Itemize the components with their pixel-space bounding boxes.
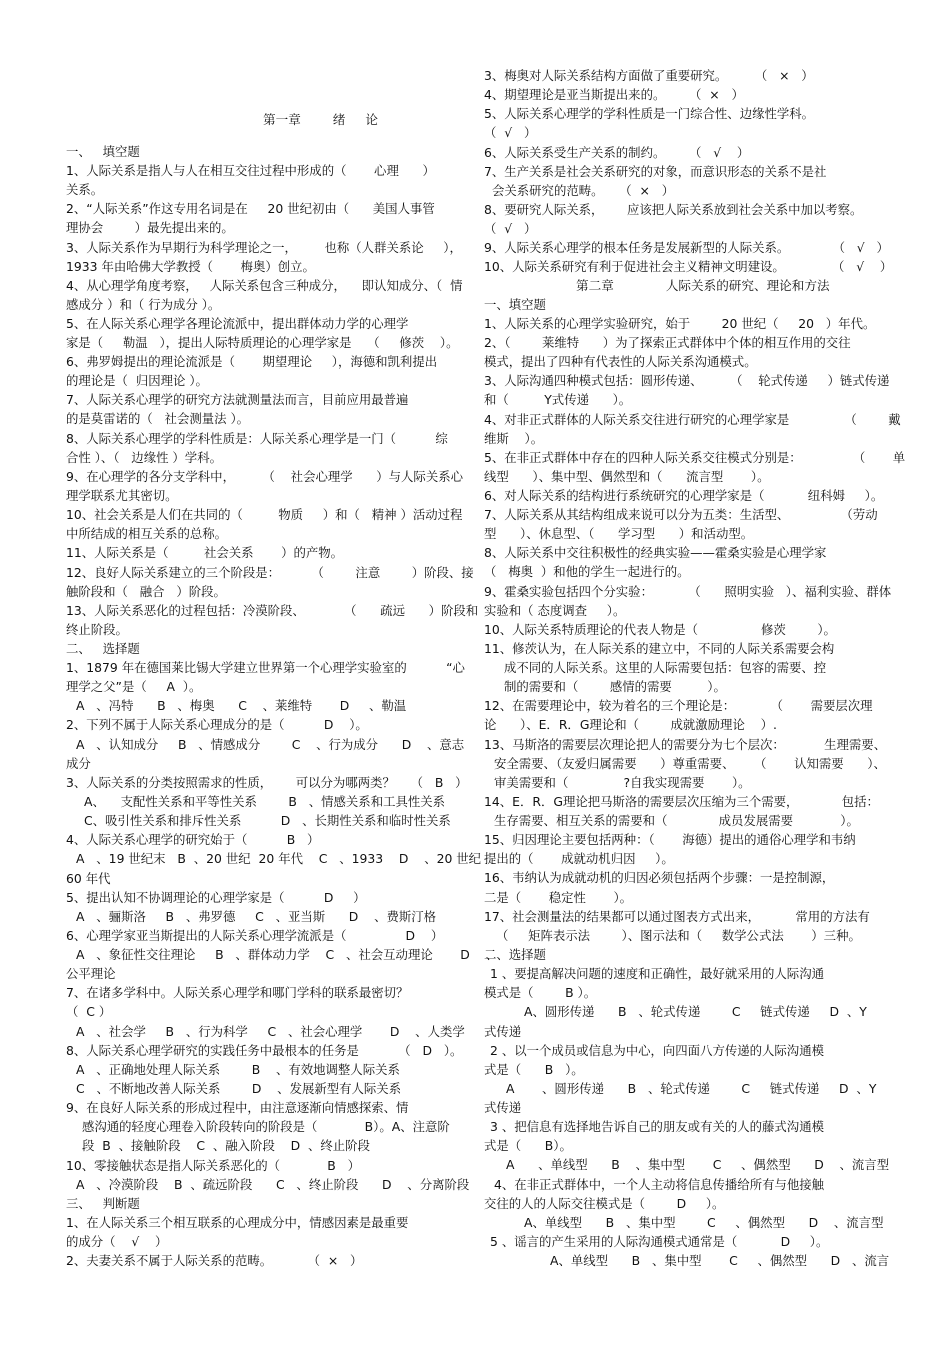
text-line: 实验和（ 态度调查 ）。 (484, 603, 626, 618)
text-line: A 、社会学 B 、行为科学 C 、社会心理学 D 、人类学 (76, 1024, 465, 1039)
text-line: 式是（ B ）。 (484, 1062, 584, 1077)
text-line: 4、在非正式群体中，一个人主动将信息传播给所有与他接触 (494, 1177, 825, 1192)
text-line: 6、心理学家亚当斯提出的人际关系心理学流派是（ D ） (66, 928, 444, 943)
text-line: 模式，提出了四种有代表性的人际关系沟通模式。 (484, 354, 757, 369)
text-line: A 、骊斯洛 B 、弗罗德 C 、亚当斯 D 、费斯汀格 (76, 909, 437, 924)
text-line: A 、圆形传递 B 、轮式传递 C 链式传递 D 、Y (506, 1081, 877, 1096)
text-line: 2、“人际关系”作这专用名词是在 20 世纪初由（ 美国人事管 (66, 201, 435, 216)
text-line: C、吸引性关系和排斥性关系 D 、长期性关系和临时性关系 (84, 813, 451, 828)
text-line: 的成分（ √ ） (66, 1234, 168, 1249)
text-line: 1、人际关系是指人与人在相互交往过程中形成的（ 心理 ） (66, 163, 435, 178)
text-line: 14、E．R．G理论把马斯洛的需要层次压缩为三个需要， 包括： (484, 794, 879, 809)
text-line: A 、冯特 B 、梅奥 C 、莱维特 D 、勒温 (76, 698, 407, 713)
text-line: 3 、把信息有选择地告诉自己的朋友或有关的人的藤式沟通模 (490, 1119, 824, 1134)
text-line: 6、人际关系受生产关系的制约。 （ √ ） (484, 145, 750, 160)
text-line: 的是莫雷诺的（ 社会测量法 ）。 (66, 411, 250, 426)
text-line: A 、单线型 B 、集中型 C 、偶然型 D 、流言型 (506, 1157, 890, 1172)
text-line: 8、要研究人际关系， 应该把人际关系放到社会关系中加以考察。 (484, 202, 863, 217)
text-line: （ √ ） (484, 221, 537, 236)
text-line: 制的需要和（ 感情的需要 ）。 (504, 679, 726, 694)
text-line: 合性 ）、（ 边缘性 ）学科。 (66, 450, 222, 465)
text-line: 理协会 ）最先提出来的。 (66, 220, 234, 235)
text-line: 10、人际关系特质理论的代表人物是（ 修茨 ）。 (484, 622, 836, 637)
text-line: 二是（ 稳定性 ）。 (484, 890, 633, 905)
text-line: 3、人际关系作为早期行为科学理论之一， 也称（人群关系论 ）， (66, 240, 462, 255)
text-line: 式是（ B）。 (484, 1138, 572, 1153)
text-line: 理学联系尤其密切。 (66, 488, 178, 503)
text-line: 2、夫妻关系不属于人际关系的范畴。 （ × ） (66, 1253, 363, 1268)
text-line: 2、（ 莱维特 ）为了探索正式群体中个体的相互作用的交往 (484, 335, 851, 350)
text-line: 式传递 (484, 1024, 522, 1039)
text-line: 5、在非正式群体中存在的四种人际关系交往模式分别是： （ 单 (484, 450, 906, 465)
text-line: 10、零接触状态是指人际关系恶化的（ B ） (66, 1158, 360, 1173)
text-line: 1、人际关系的心理学实验研究，始于 20 世纪（ 20 ）年代。 (484, 316, 876, 331)
text-line: 线型 ）、集中型、偶然型和（ 流言型 ）。 (484, 469, 770, 484)
text-line: （ C ） (66, 1004, 112, 1019)
text-line: 2 、以一个成员或信息为中心，向四面八方传递的人际沟通模 (490, 1043, 824, 1058)
text-line: 9、在心理学的各分支学科中， （ 社会心理学 ）与人际关系心 (66, 469, 463, 484)
text-line: 5、提出认知不协调理论的心理学家是（ D ） (66, 890, 366, 905)
text-line: 三、 判断题 (66, 1196, 140, 1211)
text-line: 12、良好人际关系建立的三个阶段是： （ 注意 ）阶段、接 (66, 565, 474, 580)
text-line: 1 、要提高解决问题的速度和正确性，最好就采用的人际沟通 (490, 966, 824, 981)
text-line: （ 矩阵表示法 ）、图示法和（ 数学公式法 ）三种。 (496, 928, 861, 943)
text-line: 7、人际关系心理学的研究方法就测量法而言，目前应用最普遍 (66, 392, 409, 407)
text-line: 交往的人的人际交往模式是（ D ）。 (484, 1196, 725, 1211)
text-line: 7、在诸多学科中。人际关系心理学和哪门学科的联系最密切？ (66, 985, 409, 1000)
text-line: 的理论是（ 归因理论 ）。 (66, 373, 208, 388)
text-line: C 、不断地改善人际关系 D 、发展新型有人际关系 (76, 1081, 402, 1096)
text-line: 10、社会关系是人们在共同的（ 物质 ）和（ 精神 ）活动过程 (66, 507, 463, 522)
text-line: 成分 (66, 756, 91, 771)
text-line: 6、弗罗姆提出的理论流派是（ 期望理论 ），海德和凯利提出 (66, 354, 438, 369)
text-line: （ √ ） (484, 125, 537, 140)
text-line: （ 梅奥 ）和他的学生一起进行的。 (484, 564, 690, 579)
text-line: A 、象征性交往理论 B 、群体动力学 C 、社会互动理论 D 、 (76, 947, 498, 962)
text-line: 维斯 ）。 (484, 431, 544, 446)
text-line: A、单线型 B 、集中型 C 、偶然型 D 、流言 (550, 1253, 890, 1268)
text-line: A 、正确地处理人际关系 B 、有效地调整人际关系 (76, 1062, 400, 1077)
text-line: 4、从心理学角度考察， 人际关系包含三种成分， 即认知成分、（ 情 (66, 278, 463, 293)
text-line: 12、在需要理论中，较为着名的三个理论是： （ 需要层次理 (484, 698, 873, 713)
text-line: 审美需要和（ ?自我实现需要 ）。 (494, 775, 751, 790)
text-line: 2、下列不属于人际关系心理成分的是（ D ）。 (66, 717, 368, 732)
chapter-heading: 第二章 人际关系的研究、理论和方法 (576, 278, 830, 293)
text-line: 6、对人际关系的结构进行系统研究的心理学家是（ 纽科姆 ）。 (484, 488, 884, 503)
text-line: 7、人际关系从其结构组成来说可以分为五类：生活型、 （劳动 (484, 507, 878, 522)
text-line: 16、韦纳认为成就动机的归因必须包括两个步骤：一是控制源， (484, 870, 835, 885)
text-line: 5、人际关系心理学的学科性质是一门综合性、边缘性学科。 (484, 106, 815, 121)
text-line: 60 年代 (66, 871, 111, 886)
text-line: 式传递 (484, 1100, 522, 1115)
text-line: 一、 填空题 (66, 144, 140, 159)
text-line: A、单线型 B 、集中型 C 、偶然型 D 、流言型 (524, 1215, 884, 1230)
text-line: A 、冷漠阶段 B 、疏远阶段 C 、终止阶段 D 、分离阶段 (76, 1177, 470, 1192)
text-line: 家是（ 勒温 ），提出人际特质理论的心理学家是 （ 修茨 ）。 (66, 335, 459, 350)
text-line: 17、社会测量法的结果都可以通过图表方式出来， 常用的方法有 (484, 909, 870, 924)
text-line: 一、填空题 (484, 297, 546, 312)
text-line: 8、人际关系心理学研究的实践任务中最根本的任务是 （ D ）。 (66, 1043, 463, 1058)
text-line: 模式是（ B ）。 (484, 985, 597, 1000)
text-line: 中所结成的相互关系的总称。 (66, 526, 228, 541)
text-line: 二、 选择题 (66, 641, 140, 656)
text-line: 13、人际关系恶化的过程包括：冷漠阶段、 （ 疏远 ）阶段和 (66, 603, 479, 618)
text-line: 5、在人际关系心理学各理论流派中，提出群体动力学的心理学 (66, 316, 409, 331)
text-line: 13、马斯洛的需要层次理论把人的需要分为七个层次： 生理需要、 (484, 737, 887, 752)
text-line: 3、人际关系的分类按照需求的性质， 可以分为哪两类？ （ B ） (66, 775, 468, 790)
text-line: 感沟通的轻度心理卷入阶段转向的阶段是（ B）。A、注意阶 (82, 1119, 450, 1134)
text-line: 提出的（ 成就动机归因 ）。 (484, 851, 674, 866)
text-line: 二、选择题 (484, 947, 546, 962)
text-line: A 、认知成分 B 、情感成分 C 、行为成分 D 、意志 (76, 737, 465, 752)
text-line: 15、归因理论主要包括两种：（ 海德）提出的通俗心理学和韦纳 (484, 832, 856, 847)
text-line: 感成分 ）和（ 行为成分 ）。 (66, 297, 221, 312)
text-line: 触阶段和（ 融合 ）阶段。 (66, 584, 226, 599)
text-line: 1、1879 年在德国莱比锡大学建立世界第一个心理学实验室的 “心 (66, 660, 465, 675)
text-line: 和（ Y式传递 ）。 (484, 392, 632, 407)
text-line: 9、在良好人际关系的形成过程中，由注意逐渐向情感探索、情 (66, 1100, 409, 1115)
text-line: 终止阶段。 (66, 622, 128, 637)
text-line: 4、期望理论是亚当斯提出来的。 （ × ） (484, 87, 744, 102)
text-line: 10、人际关系研究有利于促进社会主义精神文明建设。 （ √ ） (484, 259, 893, 274)
text-line: 5 、谣言的产生采用的人际沟通模式通常是（ D ）。 (490, 1234, 829, 1249)
text-line: 9、霍桑实验包括四个分实验： （ 照明实验 ）、福利实验、群体 (484, 584, 892, 599)
chapter-heading: 第一章 绪 论 (263, 112, 379, 127)
text-line: 1933 年由哈佛大学教授（ 梅奥）创立。 (66, 259, 315, 274)
text-line: 生存需要、相互关系的需要和（ 成员发展需要 ）。 (494, 813, 859, 828)
text-line: 8、人际关系心理学的学科性质是：人际关系心理学是一门（ 综 (66, 431, 448, 446)
text-line: 7、生产关系是社会关系研究的对象，而意识形态的关系不是社 (484, 164, 827, 179)
text-line: 4、对非正式群体的人际关系交往进行研究的心理学家是 （ 戴 (484, 412, 901, 427)
text-line: 成不同的人际关系。这里的人际需要包括：包容的需要、控 (504, 660, 827, 675)
text-line: 11、修茨认为，在人际关系的建立中，不同的人际关系需要会构 (484, 641, 835, 656)
text-line: 理学之父”是（ A ）。 (66, 679, 202, 694)
text-line: 9、人际关系心理学的根本任务是发展新型的人际关系。 （ √ ） (484, 240, 889, 255)
text-line: 型 ）、休息型、（ 学习型 ）和活动型。 (484, 526, 754, 541)
text-line: 11、人际关系是（ 社会关系 ）的产物。 (66, 545, 344, 560)
text-line: A 、19 世纪末 B 、20 世纪 20 年代 C 、1933 D 、20 世纪 (76, 851, 482, 866)
text-line: 3、梅奥对人际关系结构方面做了重要研究。 （ × ） (484, 68, 814, 83)
text-line: 8、人际关系中交往积极性的经典实验——霍桑实验是心理学家 (484, 545, 827, 560)
text-line: 公平理论 (66, 966, 116, 981)
text-line: 4、人际关系心理学的研究始于（ B ） (66, 832, 320, 847)
text-line: 安全需要、（友爱归属需要 ）尊重需要、 （ 认知需要 ）、 (494, 756, 886, 771)
text-line: 3、人际沟通四种模式包括：圆形传递、 （ 轮式传递 ）链式传递 (484, 373, 890, 388)
text-line: 论 ）、E．R．G理论和（ 成就激励理论 ）. (484, 717, 777, 732)
text-line: A、 支配性关系和平等性关系 B 、情感关系和工具性关系 (84, 794, 446, 809)
text-line: A、圆形传递 B 、轮式传递 C 链式传递 D 、Y (524, 1004, 867, 1019)
text-line: 1、在人际关系三个相互联系的心理成分中，情感因素是最重要 (66, 1215, 409, 1230)
text-line: 关系。 (66, 182, 104, 197)
text-line: 段 B 、接触阶段 C 、融入阶段 D 、终止阶段 (82, 1138, 370, 1153)
text-line: 会关系研究的范畴。 （ × ） (492, 183, 675, 198)
